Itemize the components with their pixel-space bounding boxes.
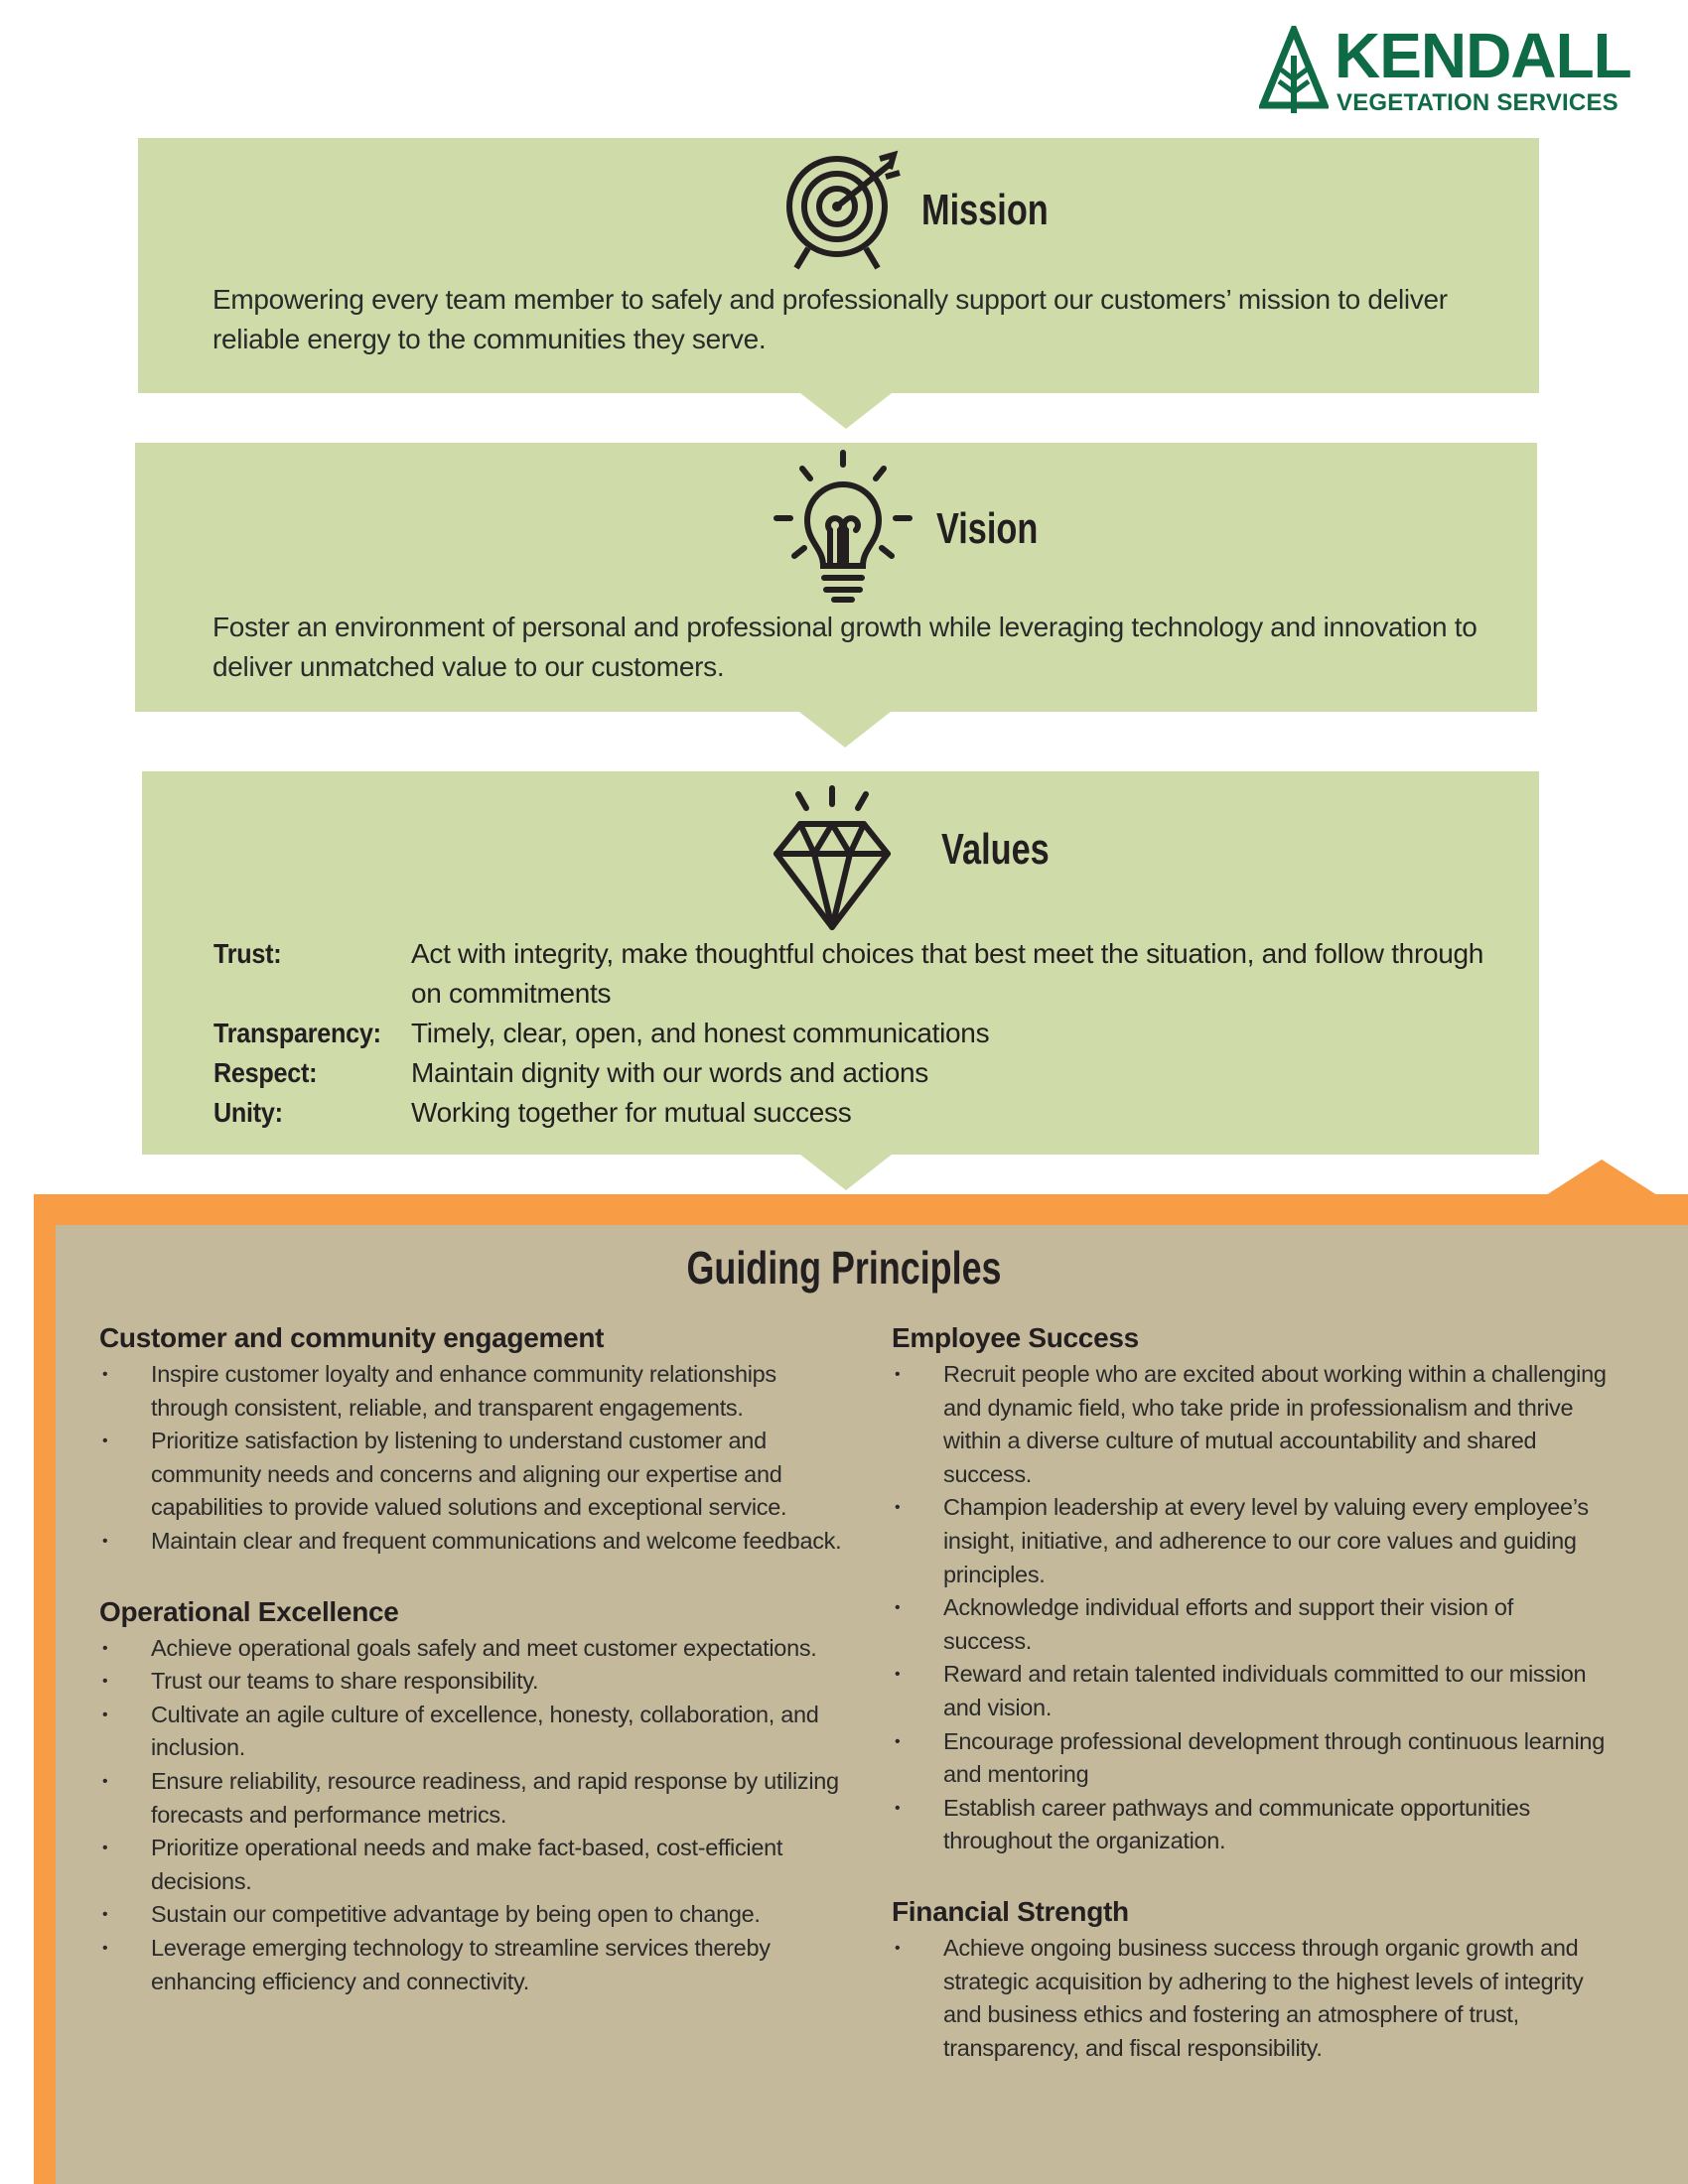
value-row-transparency bbox=[213, 1014, 1504, 1053]
value-label: Transparency: bbox=[213, 1018, 381, 1048]
values-title: Values bbox=[941, 825, 1050, 874]
bullet-icon: • bbox=[102, 1840, 108, 1857]
logo-wordmark: KENDALL bbox=[1335, 20, 1631, 91]
list-item bbox=[892, 1358, 1607, 1491]
mission-title: Mission bbox=[921, 186, 1049, 234]
values-pointer bbox=[800, 1155, 892, 1190]
value-row-unity bbox=[213, 1093, 1504, 1133]
section-heading: Customer and community engagement bbox=[99, 1322, 605, 1353]
bullet-icon: • bbox=[102, 1673, 108, 1691]
bullet-icon: • bbox=[102, 1706, 108, 1723]
logo-tagline: VEGETATION SERVICES bbox=[1336, 89, 1618, 116]
lightbulb-icon bbox=[773, 449, 914, 604]
bullet-icon: • bbox=[102, 1906, 108, 1924]
bullet-icon: • bbox=[102, 1433, 108, 1450]
bullet-icon: • bbox=[895, 1499, 901, 1517]
list-item bbox=[99, 1525, 844, 1559]
value-row-respect bbox=[213, 1053, 1504, 1093]
vision-text: Foster an environment of personal and professional growth while leveraging technology and innovation to deliver unmatched value to our customers. bbox=[212, 612, 1477, 682]
diamond-icon bbox=[771, 784, 894, 933]
bullet-icon: • bbox=[895, 1939, 901, 1957]
list-item bbox=[892, 1658, 1607, 1724]
bullet-icon: • bbox=[102, 1772, 108, 1790]
value-label: Respect: bbox=[213, 1057, 318, 1088]
bullet-list bbox=[99, 1358, 844, 1559]
list-item bbox=[99, 1358, 844, 1425]
bullet-list bbox=[892, 1358, 1607, 1858]
list-item-text: Acknowledge individual efforts and support their vision of success. bbox=[943, 1594, 1513, 1654]
bullet-list bbox=[99, 1632, 844, 1999]
list-item bbox=[892, 1491, 1607, 1591]
bullet-icon: • bbox=[102, 1639, 108, 1657]
bullet-list bbox=[892, 1932, 1607, 2065]
bullet-icon: • bbox=[102, 1939, 108, 1957]
section-employee bbox=[892, 1320, 1607, 1858]
list-item bbox=[892, 1725, 1607, 1792]
vision-title: Vision bbox=[936, 504, 1039, 553]
bullet-icon: • bbox=[895, 1599, 901, 1617]
guiding-principles-title: Guiding Principles bbox=[686, 1242, 1002, 1294]
list-item bbox=[892, 1792, 1607, 1858]
value-label: Unity: bbox=[213, 1097, 283, 1128]
kendall-logo bbox=[1259, 20, 1676, 121]
bullet-icon: • bbox=[895, 1366, 901, 1383]
value-text: Working together for mutual success bbox=[411, 1097, 852, 1128]
list-item-text: Prioritize operational needs and make fact-based, cost-efficient decisions. bbox=[151, 1835, 783, 1894]
list-item bbox=[99, 1699, 844, 1765]
value-text: Maintain dignity with our words and actions bbox=[411, 1057, 928, 1088]
list-item bbox=[892, 1932, 1607, 2065]
list-item-text: Recruit people who are excited about working within a challenging and dynamic field, who take pride in professionalism and thrive within a diverse culture of mutual accountability and shared success. bbox=[943, 1361, 1607, 1487]
tree-logo-icon bbox=[1259, 26, 1329, 113]
bullet-icon: • bbox=[895, 1799, 901, 1817]
list-item-text: Achieve ongoing business success through organic growth and strategic acquisition by adhering to the highest levels of integrity and business ethics and fostering an atmosphere of trust, transparency, and fiscal responsibility. bbox=[943, 1934, 1584, 2061]
list-item-text: Cultivate an agile culture of excellence, honesty, collaboration, and inclusion. bbox=[151, 1701, 819, 1761]
list-item-text: Prioritize satisfaction by listening to understand customer and community needs and concerns and aligning our expertise and capabilities to provide valued solutions and exceptional service. bbox=[151, 1428, 787, 1521]
section-heading: Employee Success bbox=[892, 1322, 1139, 1353]
list-item bbox=[99, 1425, 844, 1525]
mission-text: Empowering every team member to safely and professionally support our customers’ mission to deliver reliable energy to the communities they serve. bbox=[212, 284, 1448, 354]
target-icon bbox=[782, 149, 908, 272]
list-item-text: Inspire customer loyalty and enhance community relationships through consistent, reliable, and transparent engagements. bbox=[151, 1361, 776, 1421]
bullet-icon: • bbox=[895, 1732, 901, 1750]
values-list bbox=[213, 934, 1504, 1133]
list-item-text: Achieve operational goals safely and meet customer expectations. bbox=[151, 1634, 817, 1661]
list-item bbox=[99, 1632, 844, 1666]
list-item bbox=[99, 1898, 844, 1932]
section-heading: Operational Excellence bbox=[99, 1595, 399, 1627]
value-text: Timely, clear, open, and honest communications bbox=[411, 1018, 990, 1048]
orange-accent-triangle bbox=[1546, 1160, 1657, 1195]
list-item-text: Maintain clear and frequent communications and welcome feedback. bbox=[151, 1527, 842, 1554]
bullet-icon: • bbox=[102, 1366, 108, 1383]
list-item bbox=[99, 1665, 844, 1699]
list-item-text: Trust our teams to share responsibility. bbox=[151, 1668, 539, 1695]
mission-pointer bbox=[800, 393, 892, 429]
section-operational bbox=[99, 1594, 844, 1999]
list-item bbox=[892, 1591, 1607, 1658]
section-customer bbox=[99, 1320, 844, 1559]
list-item bbox=[99, 1932, 844, 1998]
section-financial bbox=[892, 1894, 1607, 2065]
list-item bbox=[99, 1832, 844, 1898]
list-item-text: Reward and retain talented individuals committed to our mission and vision. bbox=[943, 1661, 1587, 1720]
bullet-icon: • bbox=[102, 1532, 108, 1550]
list-item-text: Ensure reliability, resource readiness, and rapid response by utilizing forecasts and performance metrics. bbox=[151, 1767, 839, 1828]
list-item-text: Establish career pathways and communicate opportunities throughout the organization. bbox=[943, 1794, 1530, 1854]
list-item-text: Encourage professional development through continuous learning and mentoring bbox=[943, 1727, 1605, 1788]
left-column bbox=[99, 1320, 844, 2034]
bullet-icon: • bbox=[895, 1666, 901, 1684]
list-item-text: Champion leadership at every level by valuing every employee’s insight, initiative, and adherence to our core values and guiding principles. bbox=[943, 1494, 1589, 1587]
value-text: Act with integrity, make thoughtful choices that best meet the situation, and follow through on commitments bbox=[411, 938, 1484, 1009]
list-item bbox=[99, 1765, 844, 1832]
value-row-trust bbox=[213, 934, 1504, 1014]
section-heading: Financial Strength bbox=[892, 1895, 1129, 1927]
vision-pointer bbox=[799, 712, 891, 748]
right-column bbox=[892, 1320, 1607, 2101]
list-item-text: Leverage emerging technology to streamline services thereby enhancing efficiency and connectivity. bbox=[151, 1934, 771, 1994]
list-item-text: Sustain our competitive advantage by being open to change. bbox=[151, 1901, 761, 1928]
value-label: Trust: bbox=[213, 938, 282, 969]
